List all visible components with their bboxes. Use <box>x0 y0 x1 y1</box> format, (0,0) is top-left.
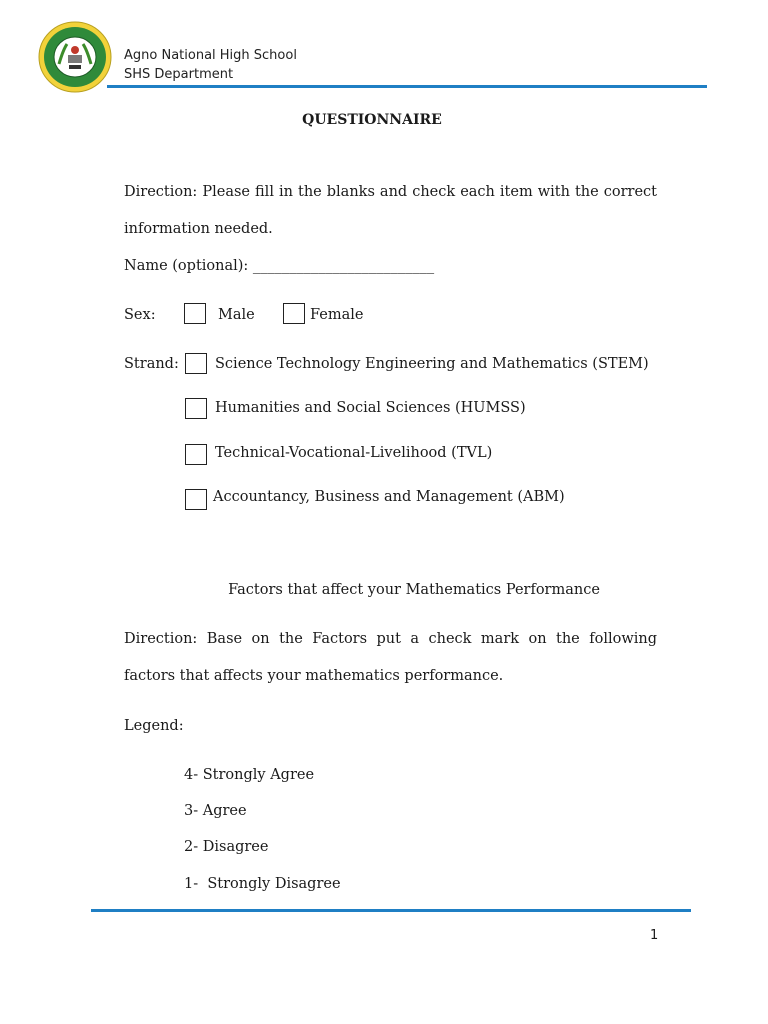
tvl-label: Technical-Vocational-Livelihood (TVL) <box>215 445 493 461</box>
direction2-line-1: Direction: Base on the Factors put a check mark on the following <box>124 631 657 647</box>
department-name: SHS Department <box>124 67 234 82</box>
stem-label: Science Technology Engineering and Mathematics (STEM) <box>215 356 649 372</box>
legend-item: 3- Agree <box>184 803 247 819</box>
abm-checkbox[interactable] <box>185 489 207 510</box>
male-checkbox[interactable] <box>184 303 206 324</box>
humss-checkbox[interactable] <box>185 398 207 419</box>
male-label: Male <box>218 307 255 323</box>
female-checkbox[interactable] <box>283 303 305 324</box>
name-field[interactable] <box>124 256 434 276</box>
direction-line-2: information needed. <box>124 221 273 237</box>
strand-label: Strand: <box>124 356 179 372</box>
name-blank[interactable]: _________________________ <box>252 258 435 274</box>
legend-label: Legend: <box>124 718 184 734</box>
school-seal-icon <box>37 20 113 94</box>
legend-item: 4- Strongly Agree <box>184 767 315 783</box>
female-label: Female <box>310 307 364 323</box>
direction2-line-2: factors that affects your mathematics performance. <box>124 668 504 684</box>
direction-line-1: Direction: Please fill in the blanks and check each item with the correct <box>124 184 657 200</box>
name-label: Name (optional): <box>124 258 249 274</box>
school-name: Agno National High School <box>124 48 297 63</box>
header-rule <box>107 85 707 88</box>
school-logo <box>37 20 113 94</box>
stem-checkbox[interactable] <box>185 353 207 374</box>
page-number: 1 <box>650 928 659 943</box>
legend-item: 1- Strongly Disagree <box>184 876 341 892</box>
section-title: Factors that affect your Mathematics Performance <box>228 582 600 598</box>
humss-label: Humanities and Social Sciences (HUMSS) <box>215 400 526 416</box>
sex-label: Sex: <box>124 307 156 323</box>
page-title: QUESTIONNAIRE <box>302 112 442 128</box>
tvl-checkbox[interactable] <box>185 444 207 465</box>
abm-label: Accountancy, Business and Management (ABM) <box>213 489 565 505</box>
legend-item: 2- Disagree <box>184 839 269 855</box>
footer-rule <box>91 909 691 912</box>
